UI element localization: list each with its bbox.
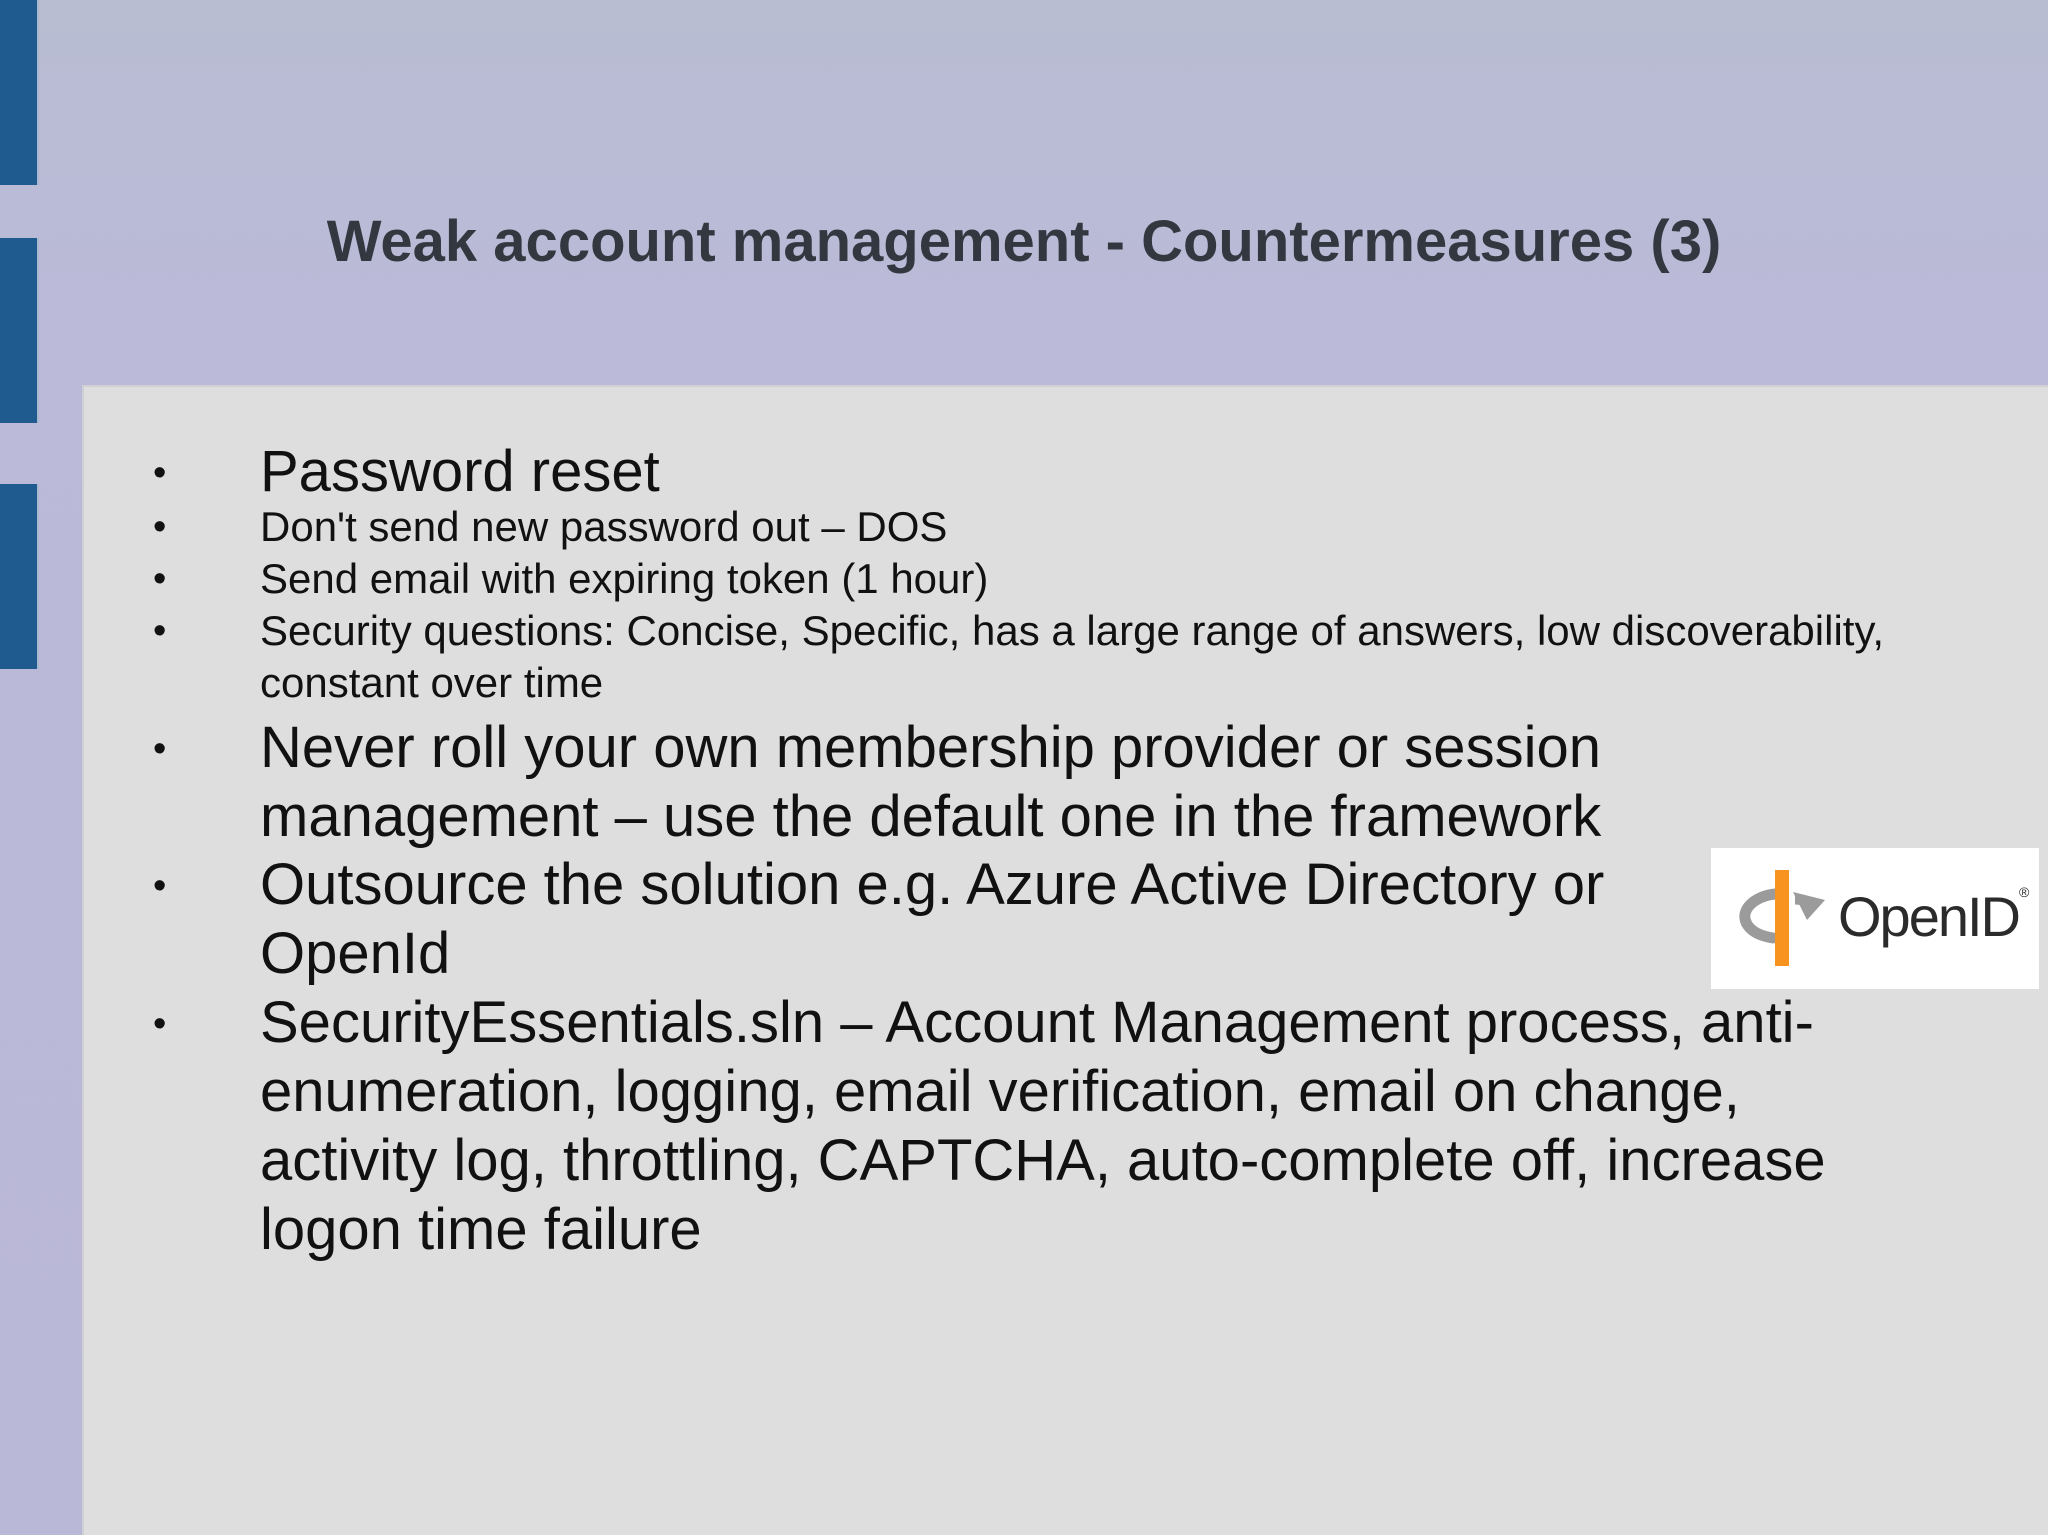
- bullet-dot: •: [153, 506, 167, 548]
- sub-bullet-expiring-token: [153, 553, 1920, 605]
- openid-logo-text: [1838, 884, 2029, 949]
- slide-title: Weak account management - Countermeasures (3): [326, 209, 1722, 274]
- bullet-text: Password reset: [260, 439, 660, 504]
- openid-logo-word: OpenID: [1838, 885, 2019, 948]
- side-decoration-bar-bottom: [0, 484, 39, 669]
- bullet-dot: •: [153, 728, 167, 770]
- side-decoration-bar-top: [0, 0, 39, 185]
- bullet-text: Don't send new password out – DOS: [260, 503, 948, 550]
- bullet-text: SecurityEssentials.sln – Account Management process, anti-enumeration, logging, email verification, email on change, activity log, throttling, CAPTCHA, auto-complete off, increase logon time failure: [260, 990, 1826, 1262]
- openid-mark-icon: [1729, 862, 1839, 972]
- registered-mark: ®: [2019, 884, 2030, 900]
- openid-logo: [1711, 848, 2039, 989]
- bullet-dot: •: [153, 1003, 167, 1045]
- bullet-outsource-solution: [153, 850, 1720, 988]
- bullet-text: Never roll your own membership provider or session management – use the default one in the framework: [260, 715, 1602, 849]
- bullet-dot: •: [153, 865, 167, 907]
- bullet-text: Security questions: Concise, Specific, has a large range of answers, low discoverability, constant over time: [260, 607, 1884, 706]
- sub-bullet-dont-send-password: [153, 501, 1920, 553]
- bullet-membership-provider: [153, 713, 1920, 851]
- sub-bullet-security-questions: [153, 605, 1920, 709]
- bullet-security-essentials: [153, 988, 1920, 1264]
- bullet-dot: •: [153, 610, 167, 652]
- bullet-password-reset: [153, 437, 1920, 506]
- bullet-text: Send email with expiring token (1 hour): [260, 555, 989, 602]
- bullet-text: Outsource the solution e.g. Azure Active Directory or OpenId: [260, 852, 1605, 986]
- bullet-dot: •: [153, 558, 167, 600]
- bullet-dot: •: [153, 452, 167, 494]
